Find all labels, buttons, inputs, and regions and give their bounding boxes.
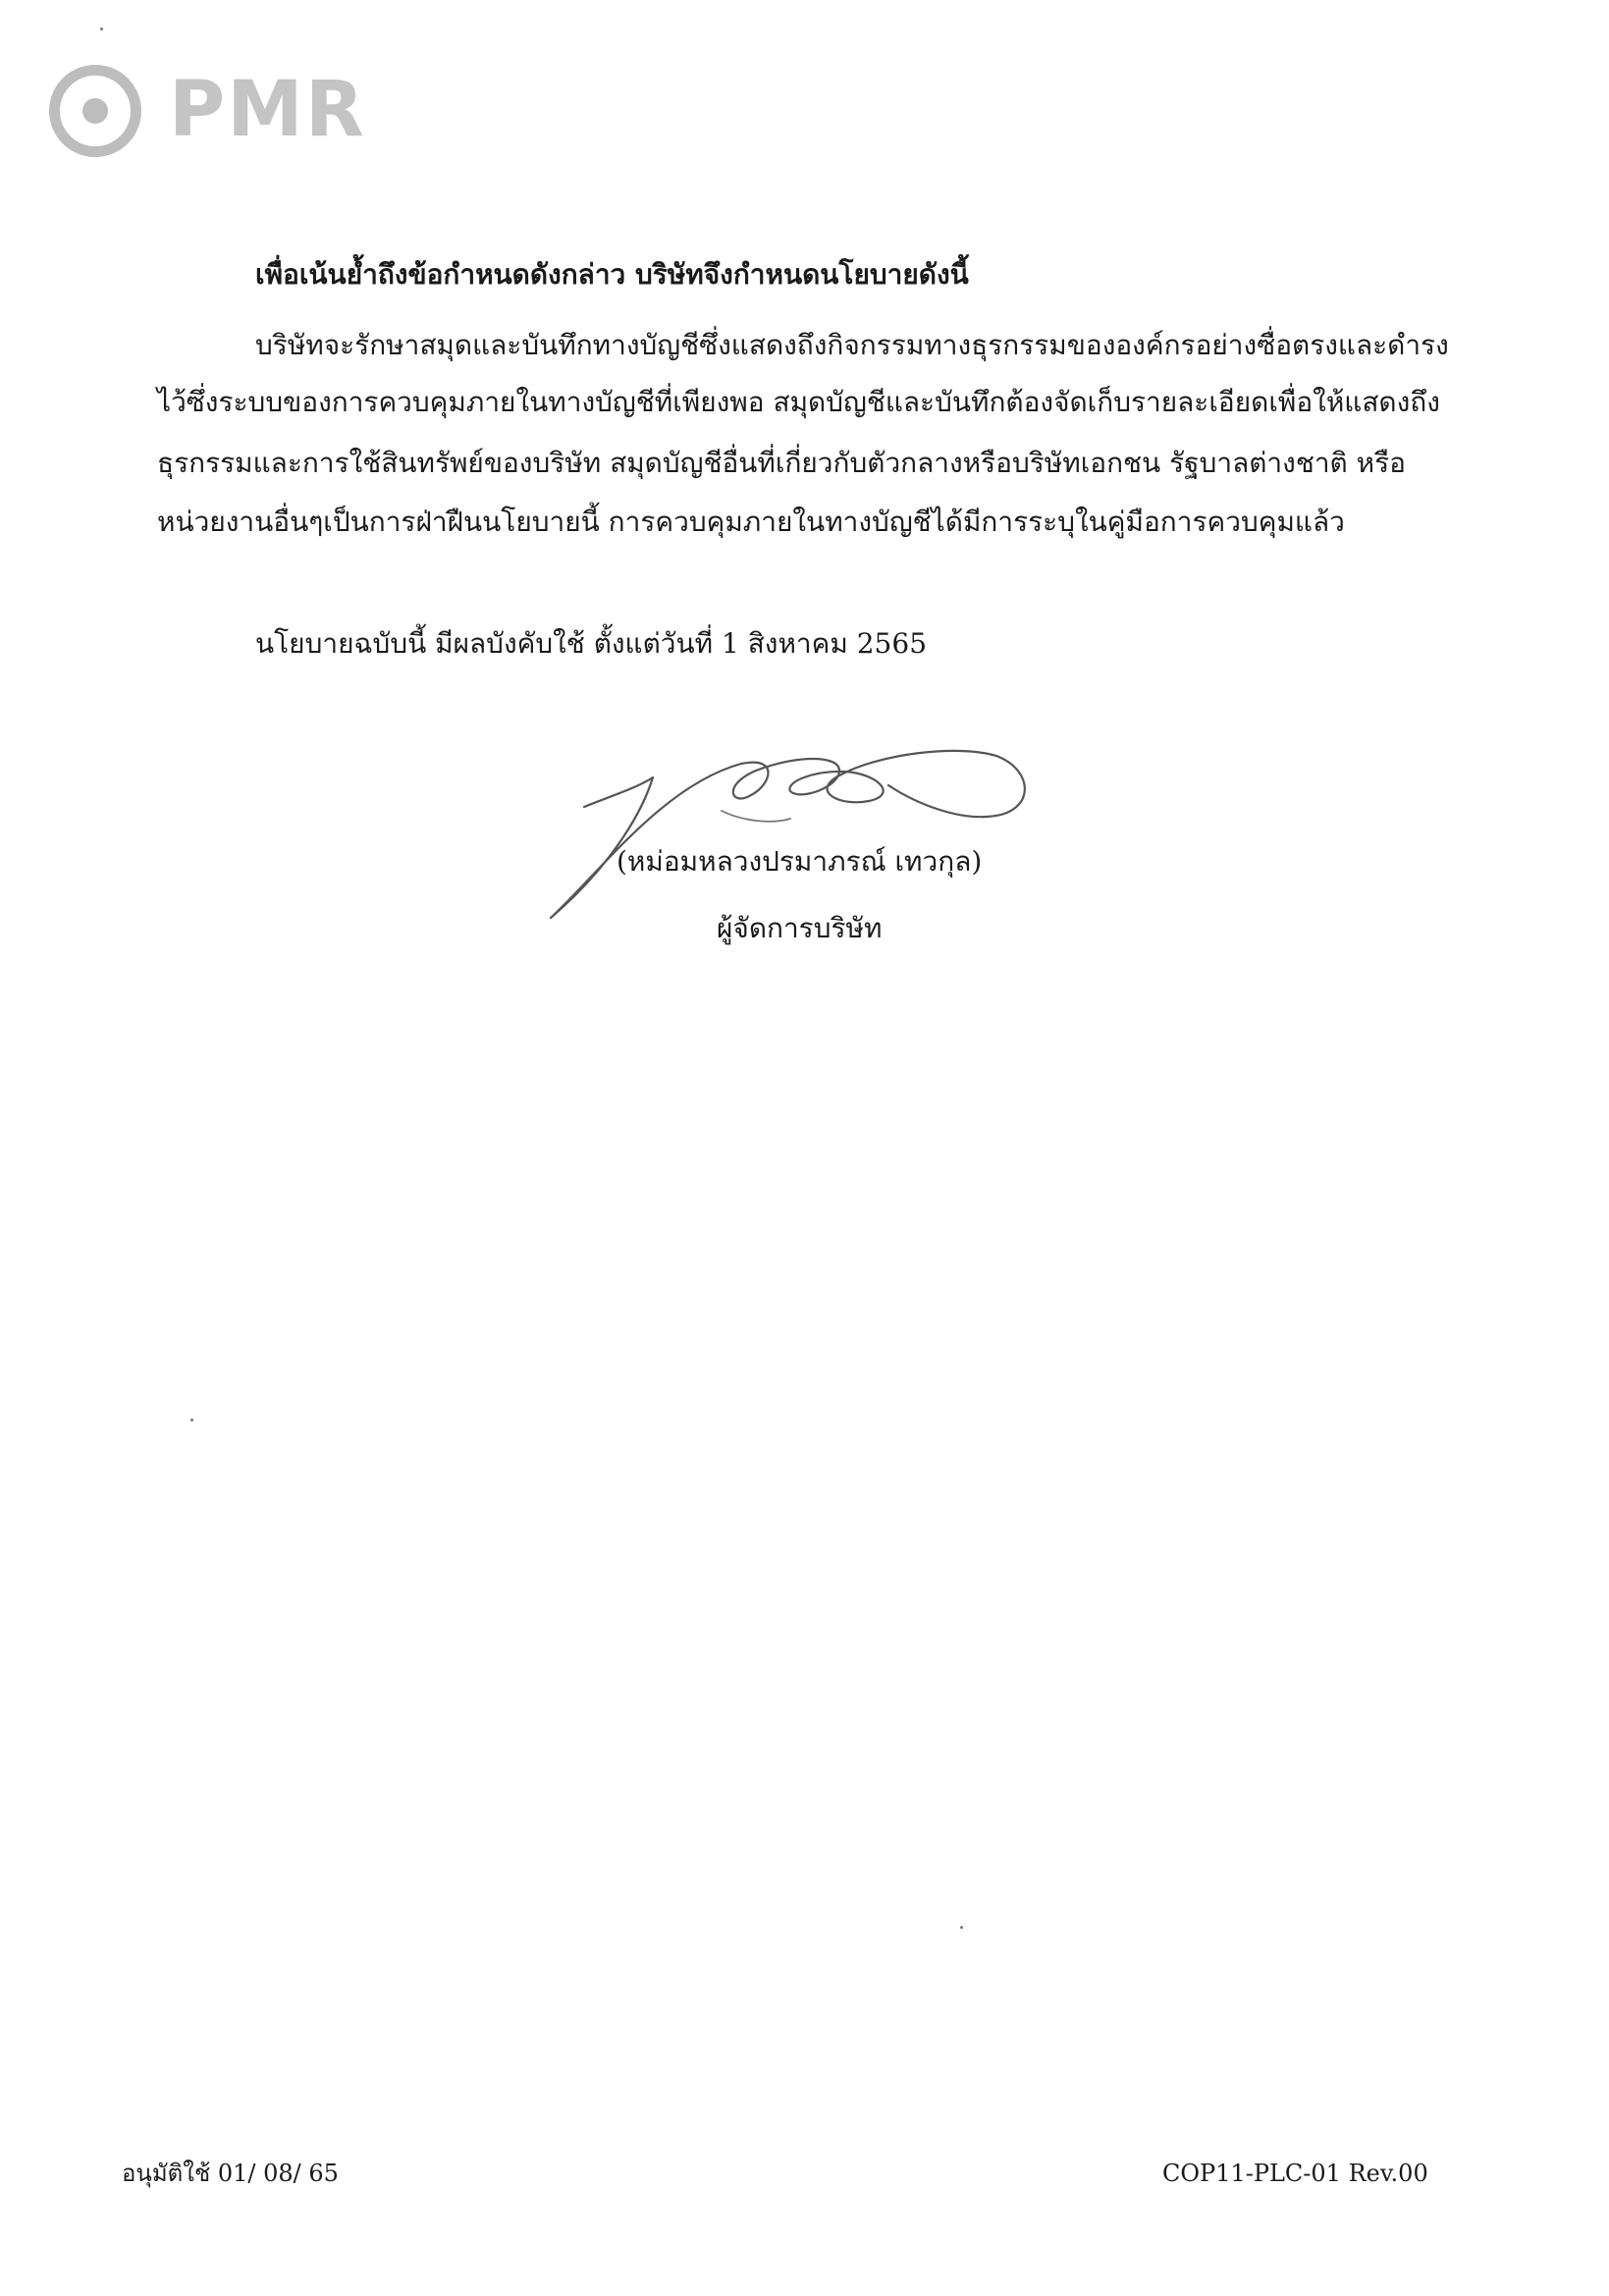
signer-title: ผู้จัดการบริษัท	[717, 912, 883, 944]
policy-paragraph-line: ไว้ซึ่งระบบของการควบคุมภายในทางบัญชีที่เพียงพอ สมุดบัญชีและบันทึกต้องจัดเก็บรายละเอียดเพื่อให้แสดงถึง	[157, 386, 1440, 418]
policy-paragraph-line: หน่วยงานอื่นๆเป็นการฝ่าฝืนนโยบายนี้ การควบคุมภายในทางบัญชีได้มีการระบุในคู่มือการควบคุมแล้ว	[157, 506, 1345, 538]
scan-speck	[190, 1418, 193, 1421]
logo-text: PMR	[169, 66, 366, 154]
signer-name: (หม่อมหลวงปรมาภรณ์ เทวกุล)	[617, 845, 983, 878]
approval-date: อนุมัติใช้ 01/ 08/ 65	[122, 2160, 339, 2187]
policy-heading: เพื่อเน้นย้ำถึงข้อกำหนดดังกล่าว บริษัทจึงกำหนดนโยบายดังนี้	[255, 258, 969, 291]
company-logo	[43, 61, 416, 159]
policy-paragraph-line: ธุรกรรมและการใช้สินทรัพย์ของบริษัท สมุดบัญชีอื่นที่เกี่ยวกับตัวกลางหรือบริษัทเอกชน รัฐบาลต่างชาติ หรือ	[157, 447, 1406, 479]
document-code: COP11-PLC-01 Rev.00	[1162, 2160, 1428, 2187]
policy-paragraph-line: บริษัทจะรักษาสมุดและบันทึกทางบัญชีซึ่งแสดงถึงกิจกรรมทางธุรกรรมขององค์กรอย่างซื่อตรงและดำรง	[255, 329, 1449, 361]
logo-dot-icon	[82, 98, 108, 124]
scan-speck	[960, 1926, 963, 1929]
effective-date-line: นโยบายฉบับนี้ มีผลบังคับใช้ ตั้งแต่วันที่ 1 สิงหาคม 2565	[255, 627, 928, 660]
scan-speck	[100, 27, 103, 30]
handwritten-signature	[545, 717, 1055, 923]
